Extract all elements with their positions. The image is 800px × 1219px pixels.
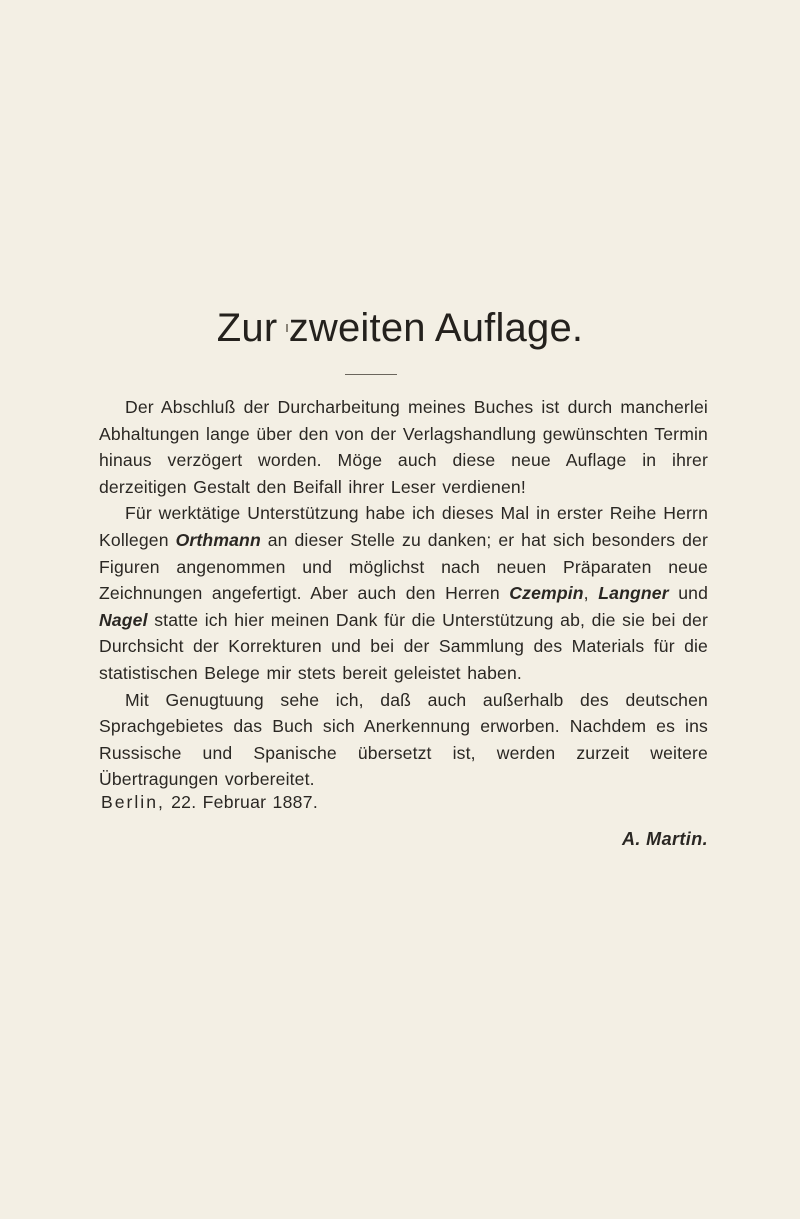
paragraph-2-separator-1: , [583,583,599,604]
place-and-date [101,789,318,815]
name-langner: Langner [598,583,669,604]
paragraph-2-text-3: statte ich hier meinen Dank für die Unterstützung ab, die sie bei der Durchsicht der Korrekturen und bei der Sammlung des Materials für die statistischen Belege mir stets bereit geleistet haben. [99,609,708,683]
paragraph-2 [99,500,708,686]
signature: A. Martin. [621,829,708,849]
place: Berlin, [101,792,165,812]
name-orthmann: Orthmann [175,529,261,550]
name-czempin: Czempin [509,583,584,604]
paragraph-2-text-1: Für werktätige Unterstützung habe ich dieses Mal in erster Reihe Herrn Kollegen [99,503,708,550]
title-divider [345,374,397,375]
name-nagel: Nagel [99,609,148,630]
preface-text [99,394,708,793]
paragraph-3: Mit Genugtuung sehe ich, daß auch außerhalb des deutschen Sprachgebietes das Buch sich Anerkennung erworben. Nachdem es ins Russische und Spanische übersetzt ist, werden zurzeit weitere Übertragungen vorbereitet. [99,689,708,790]
paragraph-1: Der Abschluß der Durcharbeitung meines Buches ist durch mancherlei Abhaltungen lange über den von der Verlagshandlung gewünschten Termin hinaus verzögert worden. Möge auch diese neue Auflage in ihrer derzeitigen Gestalt den Beifall ihrer Leser verdienen! [99,397,708,497]
date: 22. Februar 1887. [171,792,319,812]
page-title: Zur zweiten Auflage. [216,306,584,350]
paragraph-2-text-2: an dieser Stelle zu danken; er hat sich besonders der Figuren angenommen und möglichst nach neuen Präparaten neue Zeichnungen angefertigt. Aber auch den Herren [99,529,709,604]
paragraph-2-separator-2: und [668,583,709,604]
